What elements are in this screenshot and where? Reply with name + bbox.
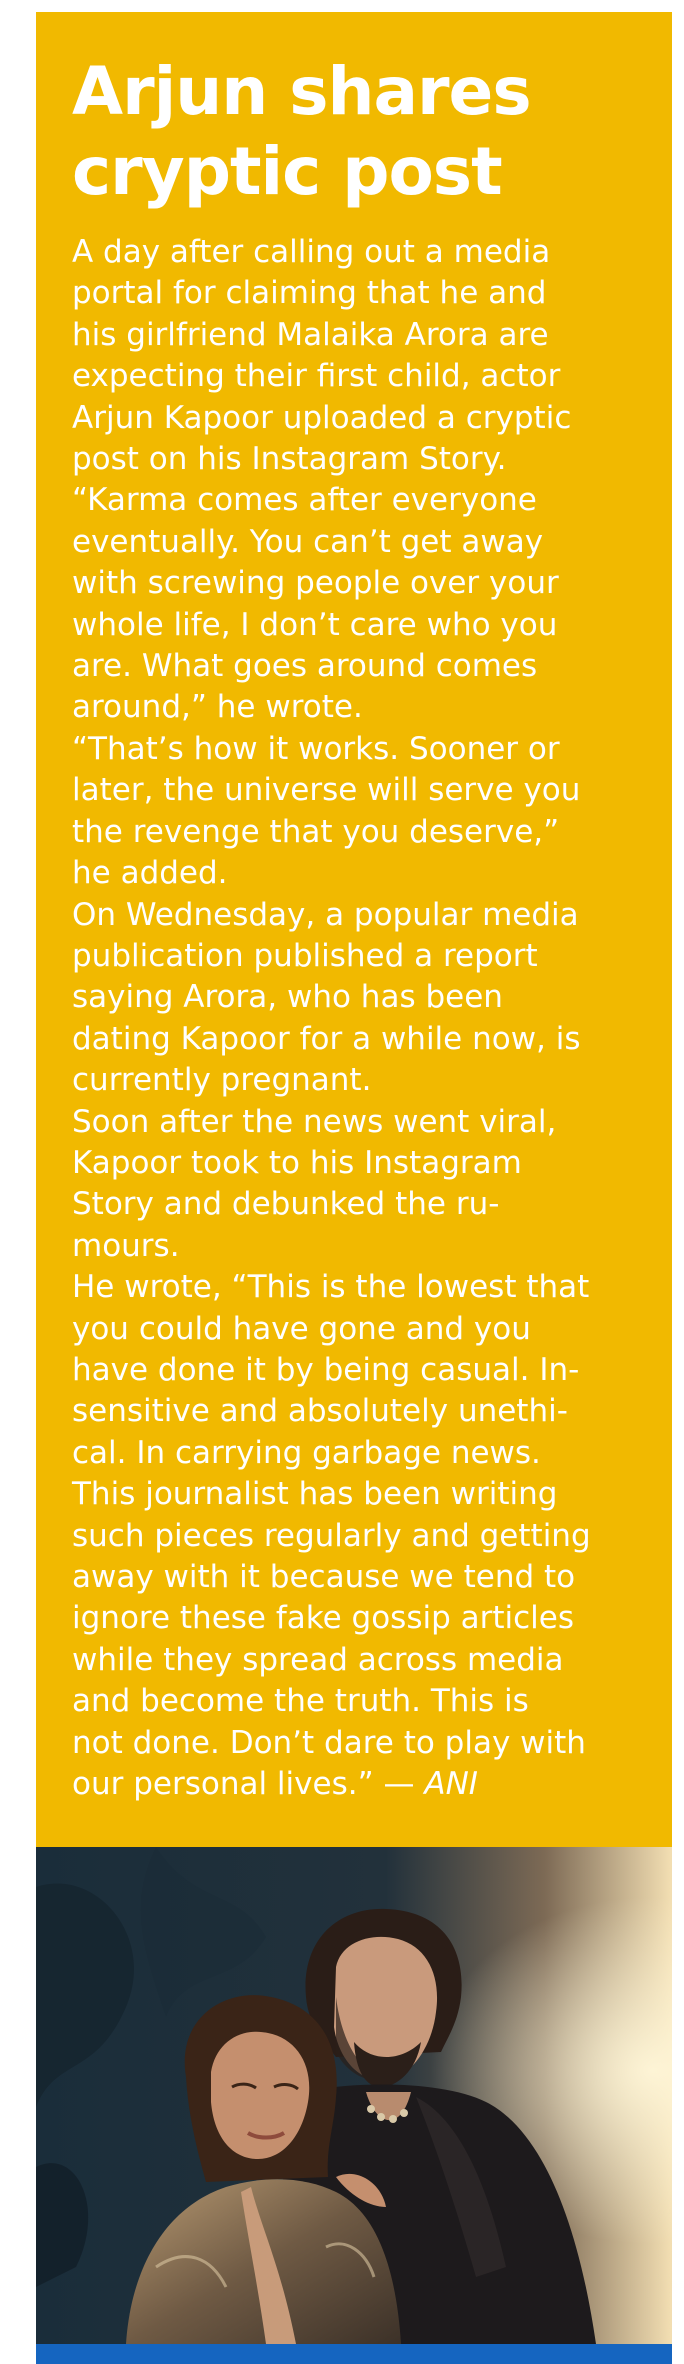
text-line: not done. Don’t dare to play with: [72, 1724, 586, 1761]
text-line: you could have gone and you: [72, 1310, 531, 1347]
paragraph: [72, 895, 672, 1102]
text-line: eventually. You can’t get away: [72, 523, 544, 560]
text-line: He wrote, “This is the lowest that: [72, 1269, 590, 1306]
text-line: “Karma comes after everyone: [72, 482, 537, 519]
text-line: dating Kapoor for a while now, is: [72, 1020, 581, 1057]
text-line: expecting their first child, actor: [72, 358, 561, 395]
bottom-bar: [36, 2344, 672, 2364]
text-line: Story and debunked the ru-: [72, 1186, 500, 1223]
text-line: are. What goes around comes: [72, 648, 538, 685]
text-line: Kapoor took to his Instagram: [72, 1144, 522, 1181]
byline: ANI: [424, 1766, 478, 1803]
text-line: “That’s how it works. Sooner or: [72, 730, 560, 767]
article-body: [72, 232, 672, 1805]
text-line: This journalist has been writing: [72, 1476, 558, 1513]
paragraph: [72, 1267, 672, 1805]
text-line: have done it by being casual. In-: [72, 1351, 580, 1388]
text-line: his girlfriend Malaika Arora are: [72, 316, 549, 353]
text-line: the revenge that you deserve,”: [72, 813, 560, 850]
text-line: currently pregnant.: [72, 1062, 372, 1099]
text-line: portal for claiming that he and: [72, 275, 547, 312]
paragraph: [72, 729, 672, 895]
text-line: Arjun Kapoor uploaded a cryptic: [72, 399, 572, 436]
text-line: while they spread across media: [72, 1641, 564, 1678]
text-line: post on his Instagram Story.: [72, 441, 507, 478]
text-line: A day after calling out a media: [72, 234, 551, 270]
text-line: whole life, I don’t care who you: [72, 606, 558, 643]
paragraph: [72, 480, 672, 728]
text-line: Soon after the news went viral,: [72, 1103, 557, 1140]
photo-illustration: [36, 1847, 672, 2344]
text-line: later, the universe will serve you: [72, 772, 581, 809]
headline-line: Arjun shares: [72, 53, 531, 130]
text-line: with screwing people over your: [72, 565, 559, 602]
closing-text: our personal lives.” —: [72, 1766, 425, 1803]
headline: [72, 52, 672, 212]
article-card: [36, 12, 672, 1847]
text-line: saying Arora, who has been: [72, 979, 503, 1016]
text-line: he added.: [72, 855, 228, 892]
text-line: publication published a report: [72, 937, 538, 974]
paragraph: [72, 1102, 672, 1268]
text-line: ignore these fake gossip articles: [72, 1600, 575, 1637]
text-line: away with it because we tend to: [72, 1559, 576, 1595]
paragraph: [72, 232, 672, 480]
text-line: [72, 1764, 672, 1805]
text-line: such pieces regularly and getting: [72, 1517, 591, 1554]
headline-line: cryptic post: [72, 133, 502, 210]
text-line: and become the truth. This is: [72, 1683, 529, 1720]
text-line: sensitive and absolutely unethi-: [72, 1393, 568, 1430]
couple-photo: [36, 1847, 672, 2344]
text-line: mours.: [72, 1227, 180, 1264]
text-line: On Wednesday, a popular media: [72, 896, 579, 933]
text-line: around,” he wrote.: [72, 689, 363, 726]
text-line: cal. In carrying garbage news.: [72, 1434, 541, 1471]
